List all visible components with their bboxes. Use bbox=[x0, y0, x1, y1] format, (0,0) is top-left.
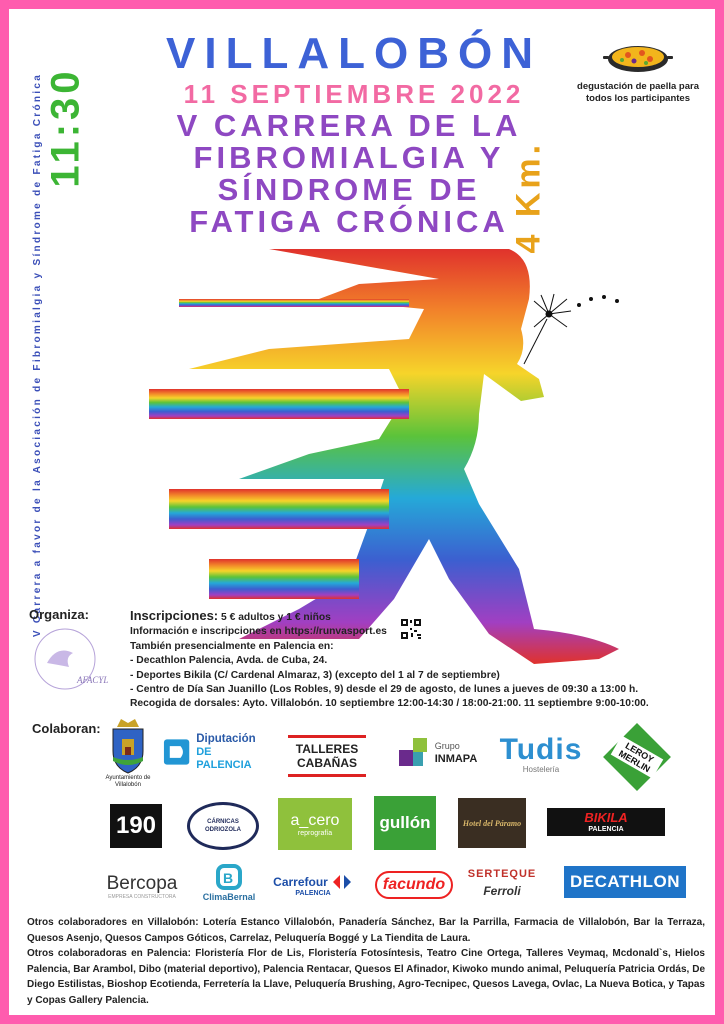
inmapa-line1: Grupo bbox=[434, 741, 460, 751]
info-line: También presencialmente en Palencia en: bbox=[130, 640, 334, 652]
organiza-label: Organiza: bbox=[29, 607, 89, 622]
title-line: FIBROMIALGIA Y bbox=[193, 140, 505, 175]
bikila-sub: PALENCIA bbox=[588, 825, 624, 833]
svg-text:B: B bbox=[223, 870, 234, 886]
paella-text: degustación de paella para todos los participantes bbox=[577, 81, 699, 104]
sponsor-ayuntamiento-villalobon bbox=[97, 711, 159, 795]
other-collaborators bbox=[27, 915, 705, 1009]
info-line: Recogida de dorsales: Ayto. Villalobón. 10 septiembre 12:00-14:30 / 18:00-21:00. 11 septiembre 9:00-10:00. bbox=[130, 698, 649, 710]
sponsor-190 bbox=[110, 804, 162, 848]
sponsor-talleres-cabanas bbox=[288, 735, 366, 777]
paramo-text: Hotel del Páramo bbox=[462, 818, 522, 828]
sponsor-serteque-ferroli bbox=[459, 861, 545, 905]
climabernal-text: ClimaBernal bbox=[202, 892, 256, 902]
sponsor-a-cero bbox=[278, 798, 352, 850]
sponsor-gullon bbox=[374, 796, 436, 850]
tudis-sub: Hostelería bbox=[522, 764, 560, 774]
carrefour-sub: PALENCIA bbox=[295, 889, 331, 897]
diputacion-line2: DE PALENCIA bbox=[196, 745, 252, 771]
facundo-text: facundo bbox=[382, 876, 446, 893]
carrefour-icon bbox=[331, 874, 353, 890]
race-title bbox=[139, 110, 559, 238]
diputacion-icon bbox=[162, 737, 191, 767]
sponsor-climabernal bbox=[197, 860, 261, 906]
inscripciones-label: Inscripciones: bbox=[130, 608, 219, 623]
bikila-text: BIKILA bbox=[584, 809, 628, 825]
paella-note bbox=[574, 41, 702, 105]
side-caption: V Carrera a favor de la Asociación de Fibromialgia y Síndrome de Fatiga Crónica bbox=[32, 72, 43, 638]
acero-text: a_cero bbox=[290, 811, 340, 829]
sponsor-leroy-merlin bbox=[601, 725, 673, 789]
leroy-text: LEROY MERLIN bbox=[611, 735, 664, 778]
inmapa-line2: INMAPA bbox=[434, 753, 478, 765]
sponsor-carnicas-odriozola bbox=[186, 802, 260, 850]
qr-code-icon bbox=[400, 618, 422, 640]
inmapa-icon bbox=[397, 736, 431, 770]
poster bbox=[9, 9, 715, 1015]
sponsor-grupo-inmapa bbox=[393, 733, 481, 773]
sponsor-bercopa bbox=[95, 869, 189, 905]
sponsor-diputacion-palencia bbox=[162, 732, 268, 771]
tudis-text: Tudis bbox=[499, 732, 583, 766]
dandelion-icon bbox=[524, 294, 619, 364]
info-line: - Centro de Día San Juanillo (Los Robles, 9) desde el 29 de agosto, de lunes a jueves de 09:30 a 13:00 h. bbox=[130, 684, 639, 696]
sponsor-bikila bbox=[547, 808, 665, 836]
footer-villalobon: Otros colaboradores en Villalobón: Lotería Estanco Villalobón, Panadería Sánchez, Bar la Parrilla, Farmacia de Villalobón, Bar la Terraza, Quesos Asenjo, Quesos Campos Góticos, Carrelaz, Peluquería Boggé y La Tiendita de Laura. bbox=[27, 917, 705, 944]
bercopa-text: Bercopa bbox=[106, 873, 178, 894]
talleres-text: TALLERES CABAÑAS bbox=[295, 742, 359, 770]
coat-of-arms-icon bbox=[109, 717, 147, 775]
decathlon-text: DECATHLON bbox=[570, 872, 680, 891]
sponsor-carrefour bbox=[262, 869, 364, 901]
colaboran-label: Colaboran: bbox=[32, 721, 101, 736]
race-distance: 4 Km. bbox=[509, 140, 548, 254]
sponsor-decathlon bbox=[564, 866, 686, 898]
serteque-text: SERTEQUE bbox=[467, 868, 537, 880]
race-time: 11:30 bbox=[43, 67, 88, 188]
carnicas-text: CÁRNICAS ODRIOZOLA bbox=[205, 819, 241, 833]
race-date: 11 SEPTIEMBRE 2022 bbox=[183, 79, 525, 109]
afacyl-logo bbox=[25, 623, 111, 693]
title-line: FATIGA CRÓNICA bbox=[189, 204, 509, 239]
title-line: SÍNDROME DE bbox=[217, 172, 481, 207]
town-title: VILLALOBÓN bbox=[166, 29, 542, 78]
footer-palencia: Otros colaboradoras en Palencia: Floristería Flor de Lis, Floristería Fotosíntesis, Teatro Cine Ortega, Talleres Veymaq, Mcdonald`s, Hielos Palencia, Bar Arambol, Dibo (material deportivo), Palencia Rentacar, Quesos El Afinador, Kiwoko mundo animal, Peluquería Patricia Ordás, De Diego Estilistas, Bioshop Ecotienda, Ferretería la Llave, Peluquería Brushing, Agro-Tecnipec, Quesos Lavega, Ovlac, La Nueva Botica, y Tapas y Copas Gallery Palencia. bbox=[27, 948, 705, 1006]
climabernal-icon bbox=[214, 864, 244, 892]
paella-icon bbox=[602, 41, 674, 77]
info-line: - Deportes Bikila (C/ Cardenal Almaraz, 3) (excepto del 1 al 7 de septiembre) bbox=[130, 669, 500, 681]
sponsor-hotel-paramo bbox=[458, 798, 526, 848]
gullon-text: gullón bbox=[379, 813, 431, 832]
diputacion-line1: Diputación bbox=[196, 732, 256, 745]
carrefour-text: Carrefour bbox=[273, 874, 328, 889]
n190-text: 190 bbox=[115, 812, 157, 839]
afacyl-text: AFACYL bbox=[77, 675, 109, 685]
sponsor-tudis bbox=[491, 733, 591, 775]
acero-sub: reprografía bbox=[297, 829, 333, 837]
inscripciones-price: 5 € adultos y 1 € niños bbox=[221, 612, 331, 623]
ayuntamiento-text: Ayuntamiento de Villalobón bbox=[105, 775, 151, 788]
ferroli-text: Ferroli bbox=[483, 884, 521, 898]
title-line: V CARRERA DE LA bbox=[176, 108, 522, 143]
info-line: Información e inscripciones en https://runvasport.es bbox=[130, 626, 387, 638]
bercopa-sub: EMPRESA CONSTRUCTORA bbox=[108, 894, 176, 900]
sponsor-facundo bbox=[377, 865, 451, 905]
info-line: - Decathlon Palencia, Avda. de Cuba, 24. bbox=[130, 655, 328, 667]
